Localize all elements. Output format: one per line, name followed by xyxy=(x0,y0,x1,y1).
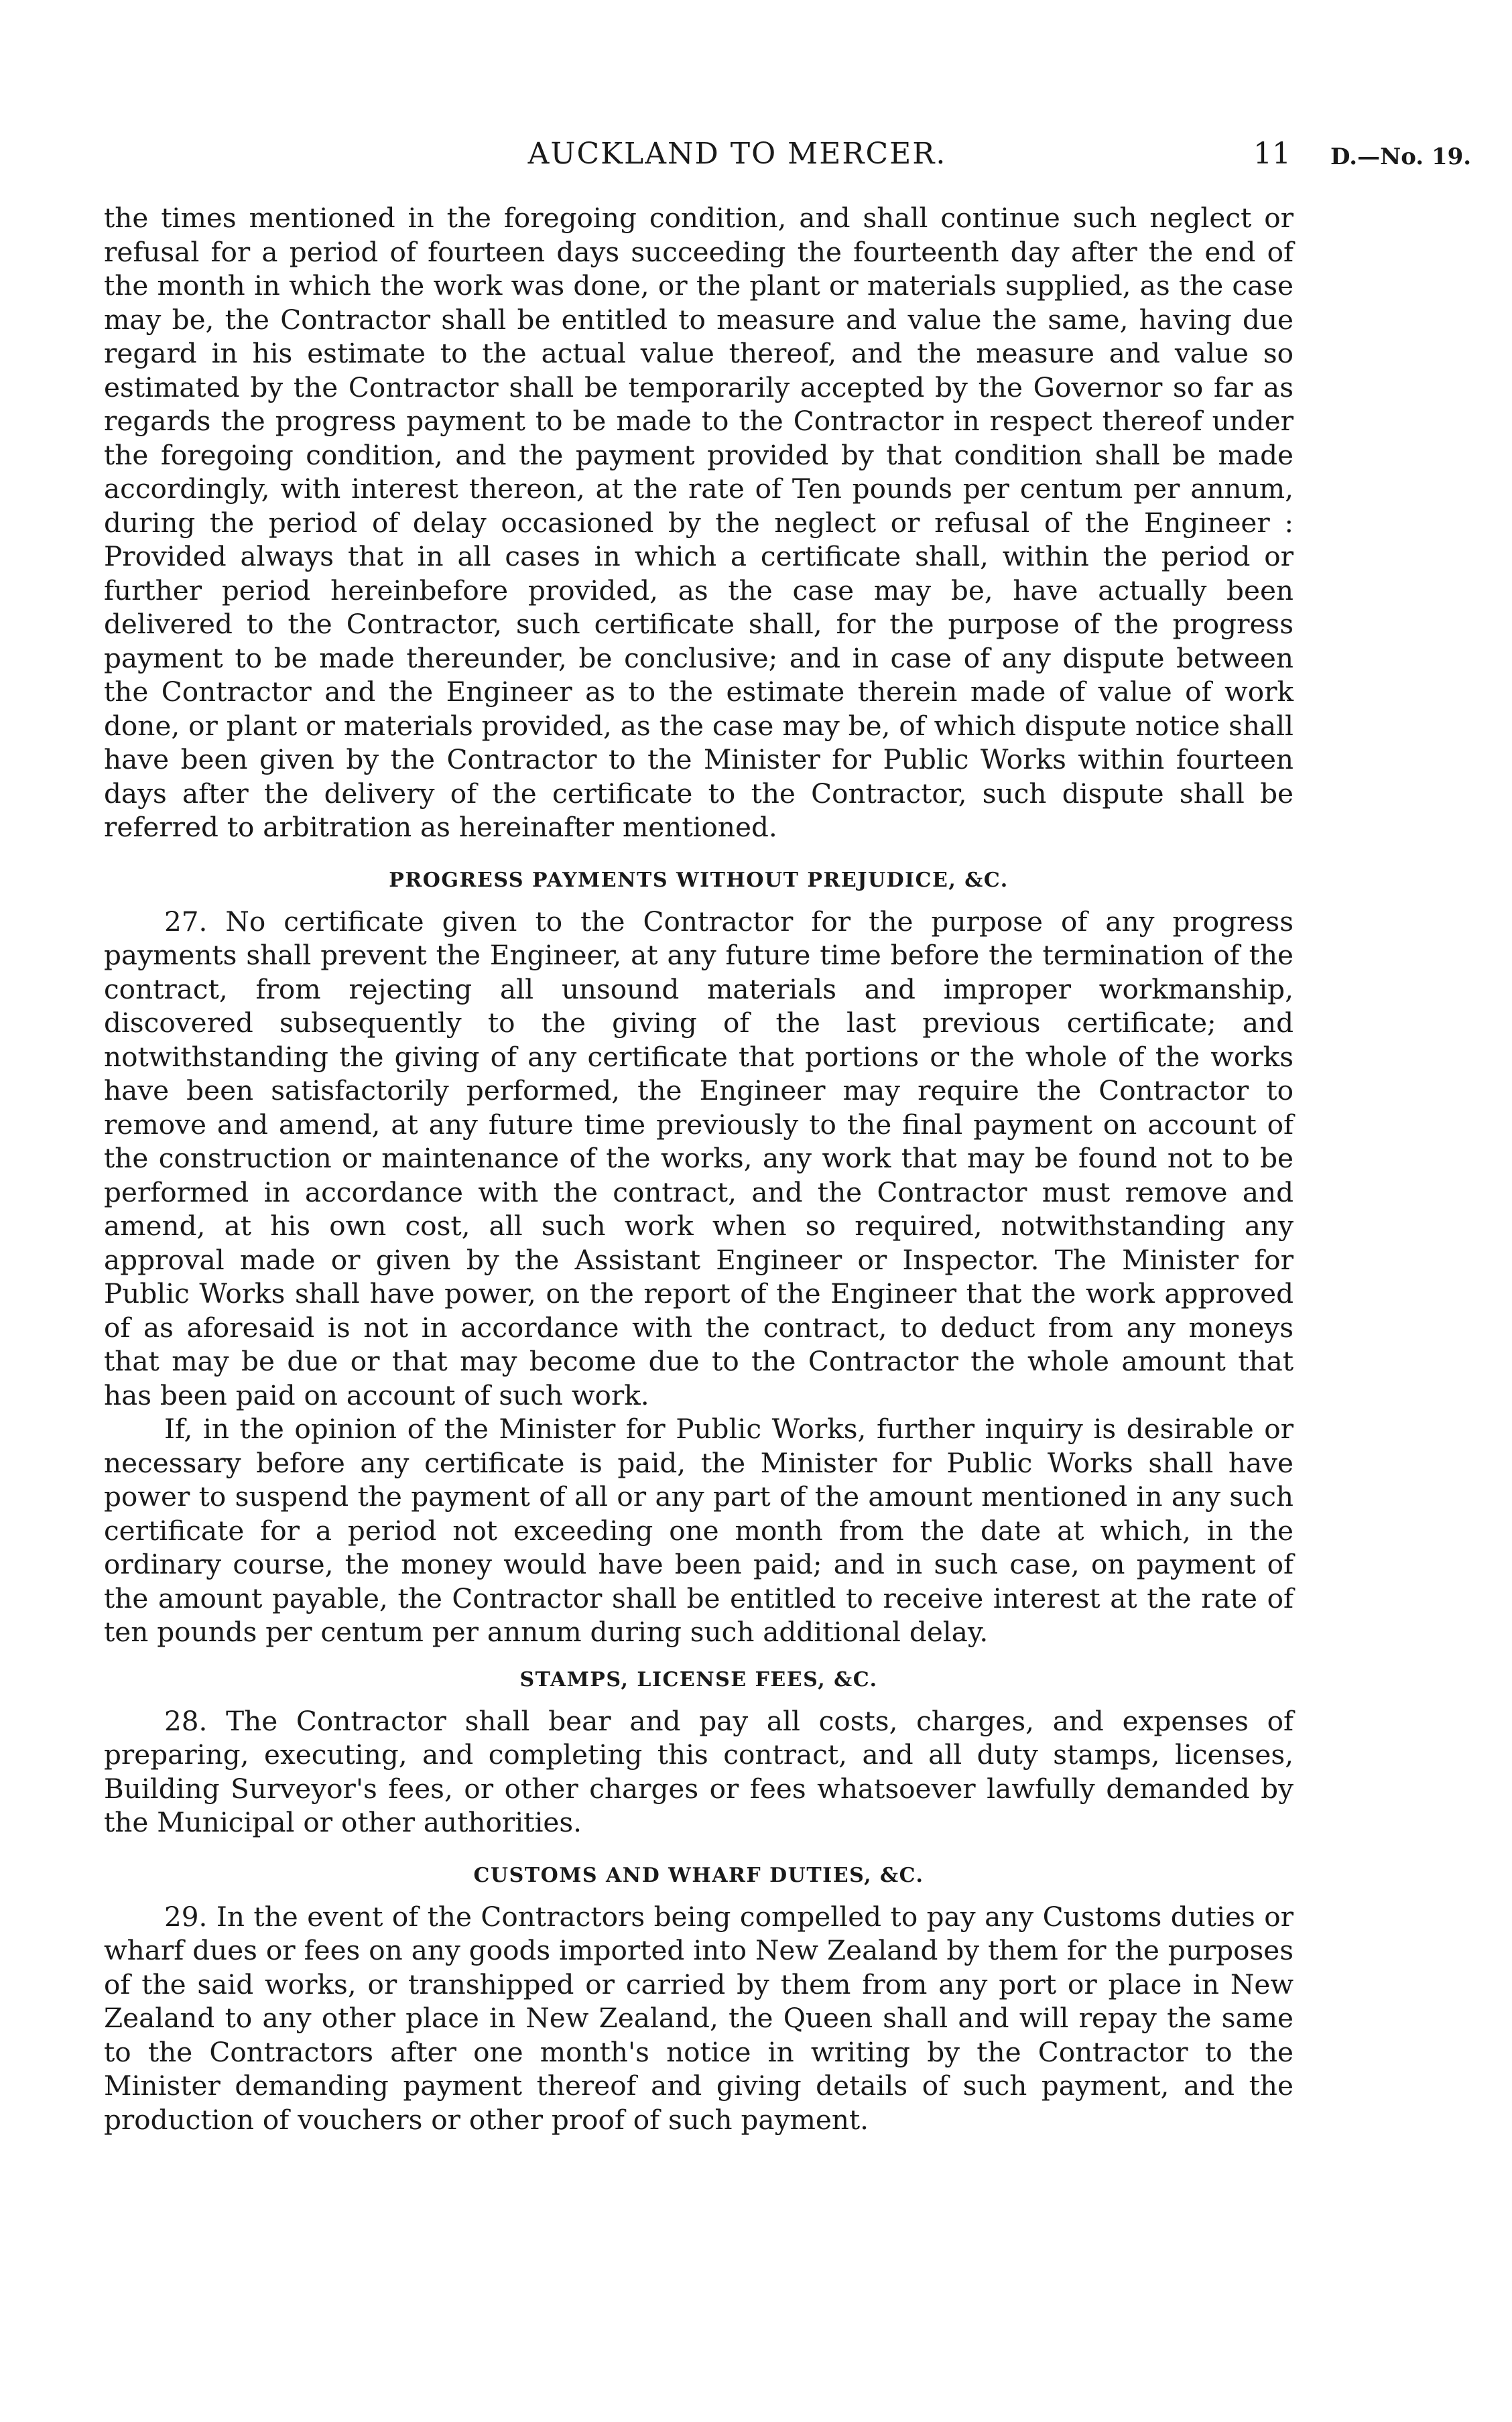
clause-28-paragraph: 28. The Contractor shall bear and pay all costs, charges, and expenses of preparing, executing, and completing this contract, and all duty stamps, licenses, Building Surveyor's fees, or other charges or fees whatsoever lawfully demanded by the Municipal or other authorities. xyxy=(104,1704,1294,1838)
page-number: 11 xyxy=(1253,137,1291,171)
running-title: AUCKLAND TO MERCER. xyxy=(527,137,947,171)
clause-29-paragraph: 29. In the event of the Contractors being compelled to pay any Customs duties or wharf dues or fees on any goods imported into New Zealand by them for the purposes of the said works, or transhipped or carried by them from any port or place in New Zealand to any other place in New Zealand, the Queen shall and will repay the same to the Contractors after one month's notice in writing by the Contractor to the Minister demanding payment thereof and giving details of such payment, and the production of vouchers or other proof of such payment. xyxy=(104,1900,1294,2136)
document-body xyxy=(104,201,1294,2137)
section-heading: CUSTOMS AND WHARF DUTIES, &C. xyxy=(473,1863,924,1887)
page-header xyxy=(0,134,1512,174)
section-customs-wharf-duties xyxy=(104,1862,1294,2137)
section-progress-payments xyxy=(104,867,1294,1649)
clause-27-paragraph: 27. No certificate given to the Contractor for the purpose of any progress payments shall prevent the Engineer, at any future time before the termination of the contract, from rejecting all unsound materials and improper workmanship, discovered subsequently to the giving of the last previous certificate; and notwithstanding the giving of any certificate that portions or the whole of the works have been satisfactorily performed, the Engineer may require the Contractor to remove and amend, at any future time previously to the final payment on account of the construction or maintenance of the works, any work that may be found not to be performed in accordance with the contract, and the Contractor must remove and amend, at his own cost, all such work when so required, notwithstanding any approval made or given by the Assistant Engineer or Inspector. The Minister for Public Works shall have power, on the report of the Engineer that the work approved of as aforesaid is not in accordance with the contract, to deduct from any moneys that may be due or that may become due to the Contractor the whole amount that has been paid on account of such work. xyxy=(104,905,1294,1411)
section-stamps-license-fees xyxy=(104,1667,1294,1840)
section-heading: STAMPS, LICENSE FEES, &C. xyxy=(519,1667,878,1692)
section-heading: PROGRESS PAYMENTS WITHOUT PREJUDICE, &C. xyxy=(389,868,1009,892)
document-reference: D.—No. 19. xyxy=(1330,143,1472,170)
clause-27-continued-paragraph: If, in the opinion of the Minister for Public Works, further inquiry is desirable or necessary before any certificate is paid, the Minister for Public Works shall have power to suspend the payment of all or any part of the amount mentioned in any such certificate for a period not exceeding one month from the date at which, in the ordinary course, the money would have been paid; and in such case, on payment of the amount payable, the Contractor shall be entitled to receive interest at the rate of ten pounds per centum per annum during such additional delay. xyxy=(104,1413,1294,1648)
continuation-paragraph: the times mentioned in the foregoing condition, and shall continue such neglect or refusal for a period of fourteen days succeeding the fourteenth day after the end of the month in which the work was done, or the plant or materials supplied, as the case may be, the Contractor shall be entitled to measure and value the same, having due regard in his estimate to the actual value thereof, and the measure and value so estimated by the Contractor shall be temporarily accepted by the Governor so far as regards the progress payment to be made to the Contractor in respect thereof under the foregoing condition, and the payment provided by that condition shall be made accordingly, with interest thereon, at the rate of Ten pounds per centum per annum, during the period of delay occasioned by the neglect or refusal of the Engineer : Provided always that in all cases in which a certificate shall, within the period or further period hereinbefore provided, as the case may be, have actually been delivered to the Contractor, such certificate shall, for the purpose of the progress payment to be made thereunder, be conclusive; and in case of any dispute between the Contractor and the Engineer as to the estimate therein made of value of work done, or plant or materials provided, as the case may be, of which dispute notice shall have been given by the Contractor to the Minister for Public Works within fourteen days after the delivery of the certificate to the Contractor, such dispute shall be referred to arbitration as hereinafter mentioned. xyxy=(104,202,1294,843)
